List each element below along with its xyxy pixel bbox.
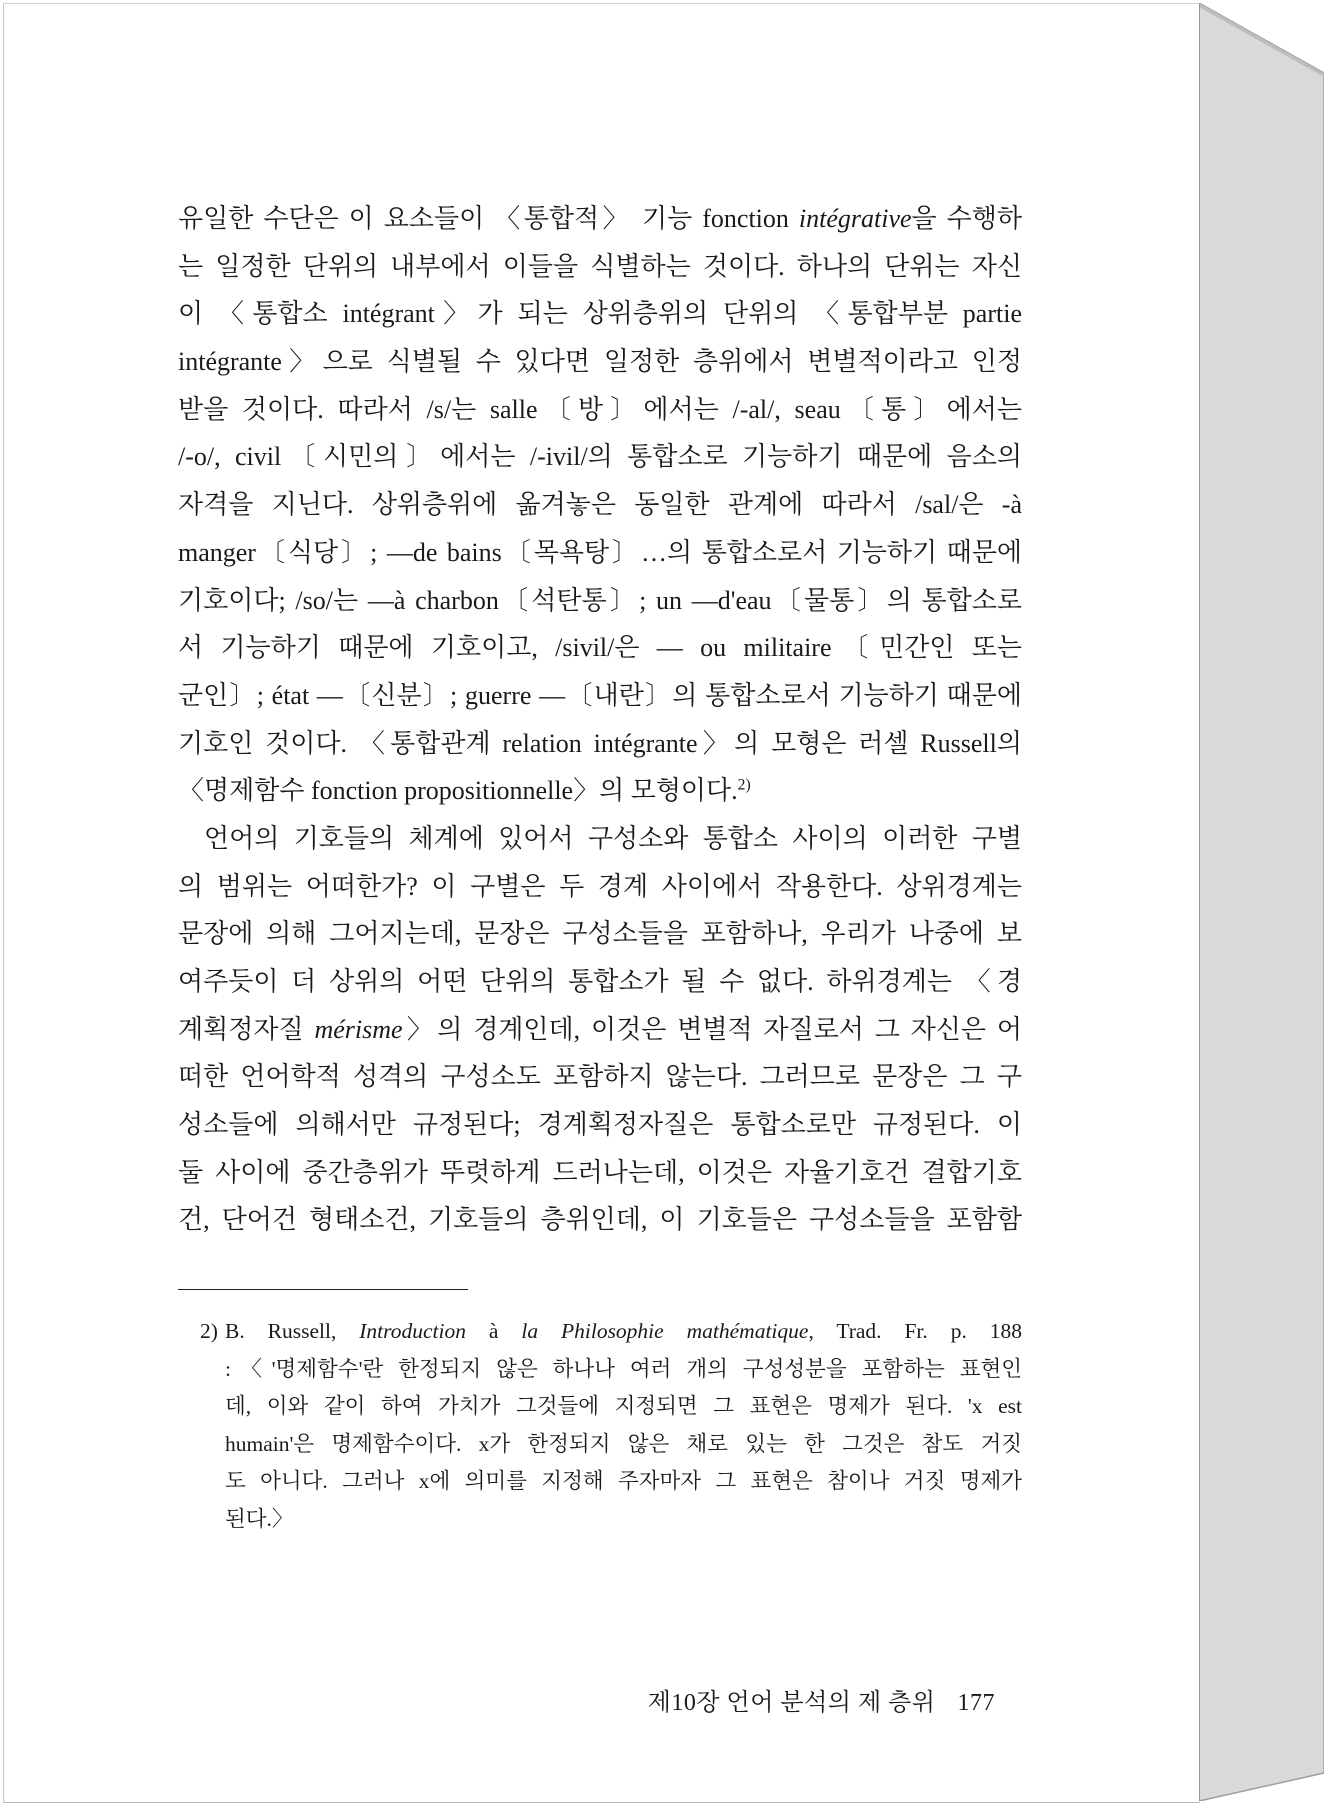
body-line: /-o/, civil〔시민의〕에서는 /-ivil/의 통합소로 기능하기 때문에 음소의 (178, 442, 1022, 472)
footnote-marker: 2) (737, 776, 751, 794)
body-line-text: 유일한 수단은 이 요소들이 〈통합적〉 기능 fonction intégrative을 수행하 (178, 204, 1022, 233)
body-line: intégrante〉으로 식별될 수 있다면 일정한 층위에서 변별적이라고 인정 (178, 347, 1022, 377)
body-line: 떠한 언어학적 성격의 구성소도 포함하지 않는다. 그러므로 문장은 그 구 (178, 1062, 1022, 1092)
footnote-line (200, 1313, 1022, 1351)
body-line: manger〔식당〕; —de bains〔목욕탕〕…의 통합소로서 기능하기 때문에 (178, 537, 1022, 567)
chapter-title: 제10장 언어 분석의 제 층위 (647, 1690, 936, 1716)
book-page-edge (1199, 3, 1324, 1801)
body-line: 문장에 의해 그어지는데, 문장은 구성소들을 포함하나, 우리가 나중에 보 (178, 919, 1022, 949)
body-line: 이 〈통합소 intégrant〉가 되는 상위층위의 단위의 〈통합부분 partie (178, 299, 1022, 329)
body-line: 언어의 기호들의 체계에 있어서 구성소와 통합소 사이의 이러한 구별 (204, 823, 1022, 853)
footnote (200, 1313, 1022, 1538)
footnote-line: 된다.〉 (225, 1506, 294, 1531)
body-line: 의 범위는 어떠한가? 이 구별은 두 경계 사이에서 작용한다. 상위경계는 (178, 871, 1022, 901)
body-text (178, 195, 1022, 1244)
body-line: 여주듯이 더 상위의 어떤 단위의 통합소가 될 수 없다. 하위경계는 〈경 (178, 967, 1022, 996)
body-line: 건, 단어건 형태소건, 기호들의 층위인데, 이 기호들은 구성소들을 포함함 (178, 1205, 1022, 1235)
body-line: 서 기능하기 때문에 기호이고, /sivil/은 — ou militaire〔민간인 또는 (178, 633, 1022, 663)
footnote-number: 2) (200, 1319, 218, 1343)
body-line: 계획정자질 mérisme〉의 경계인데, 이것은 변별적 자질로서 그 자신은 어 (178, 1014, 1022, 1044)
body-line: 군인〕; état —〔신분〕; guerre —〔내란〕의 통합소로서 기능하기 때문에 (178, 680, 1022, 710)
body-line: 기호인 것이다. 〈통합관계 relation intégrante〉의 모형은 러셀 Russell의 (178, 728, 1022, 758)
page-number: 177 (957, 1690, 995, 1716)
body-line: 자격을 지닌다. 상위층위에 옮겨놓은 동일한 관계에 따라서 /sal/은 -à (178, 490, 1022, 520)
footnote-line: 데, 이와 같이 하여 가치가 그것들에 지정되면 그 표현은 명제가 된다. 'x est (225, 1394, 1022, 1418)
body-line (178, 195, 1022, 243)
footnote-line: humain'은 명제함수이다. x가 한정되지 않은 채로 있는 한 그것은 참도 거짓 (225, 1431, 1022, 1456)
body-line: 는 일정한 단위의 내부에서 이들을 식별하는 것이다. 하나의 단위는 자신 (178, 251, 1022, 281)
body-line: 받을 것이다. 따라서 /s/는 salle〔방〕에서는 /-al/, seau〔통〕에서는 (178, 394, 1022, 424)
running-footer (600, 1682, 995, 1717)
body-line: 기호이다; /so/는 —à charbon〔석탄통〕; un —d'eau〔물통〕의 통합소로 (178, 585, 1022, 615)
body-line-text: 〈명제함수 fonction propositionnelle〉의 모형이다. (178, 776, 738, 806)
footnote-line: 도 아니다. 그러나 x에 의미를 지정해 주자마자 그 표현은 참이나 거짓 명제가 (225, 1469, 1022, 1493)
body-line-paragraph-end (178, 767, 1022, 815)
footnote-line: :〈'명제함수'란 한정되지 않은 하나나 여러 개의 구성성분을 포함하는 표현인 (225, 1356, 1022, 1381)
body-line: 둘 사이에 중간층위가 뚜렷하게 드러나는데, 이것은 자율기호건 결합기호 (178, 1157, 1022, 1187)
body-line: 성소들에 의해서만 규정된다; 경계획정자질은 통합소로만 규정된다. 이 (178, 1110, 1022, 1140)
footnote-rule (178, 1289, 468, 1290)
footnote-line-text: B. Russell, Introduction à la Philosophie mathématique, Trad. Fr. p. 188 (225, 1319, 1022, 1343)
